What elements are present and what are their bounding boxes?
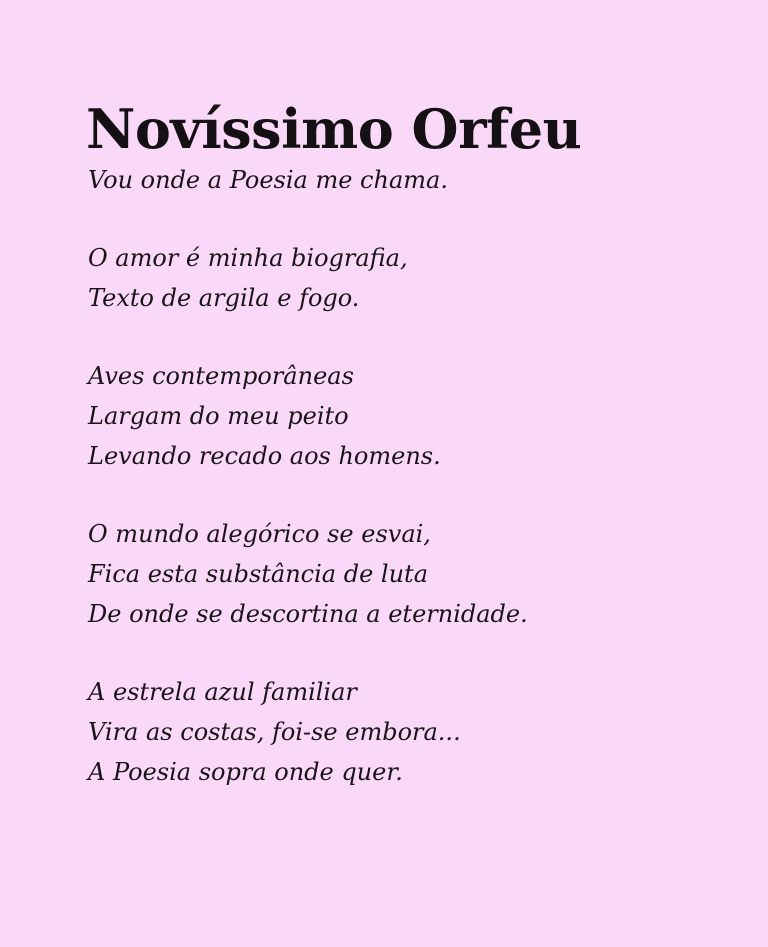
poem-line: Vira as costas, foi-se embora...: [88, 718, 461, 746]
stanza: [88, 672, 688, 792]
poem-body: [88, 160, 688, 792]
poem-line: De onde se descortina a eternidade.: [88, 600, 528, 628]
stanza: [88, 160, 688, 200]
stanza: [88, 514, 688, 634]
poem-line: Texto de argila e fogo.: [88, 284, 360, 312]
poem-line: Largam do meu peito: [88, 402, 349, 430]
poem-line: O mundo alegórico se esvai,: [88, 520, 431, 548]
poem-line: Aves contemporâneas: [88, 362, 354, 390]
poem-line: Levando recado aos homens.: [88, 442, 441, 470]
poem-line: Vou onde a Poesia me chama.: [88, 166, 448, 194]
page-title: Novíssimo Orfeu: [86, 97, 582, 162]
poem-line: A estrela azul familiar: [88, 678, 357, 706]
stanza: [88, 238, 688, 318]
poem-line: Fica esta substância de luta: [88, 560, 429, 588]
poem-line: A Poesia sopra onde quer.: [88, 758, 403, 786]
stanza: [88, 356, 688, 476]
poem-line: O amor é minha biografia,: [88, 244, 408, 272]
